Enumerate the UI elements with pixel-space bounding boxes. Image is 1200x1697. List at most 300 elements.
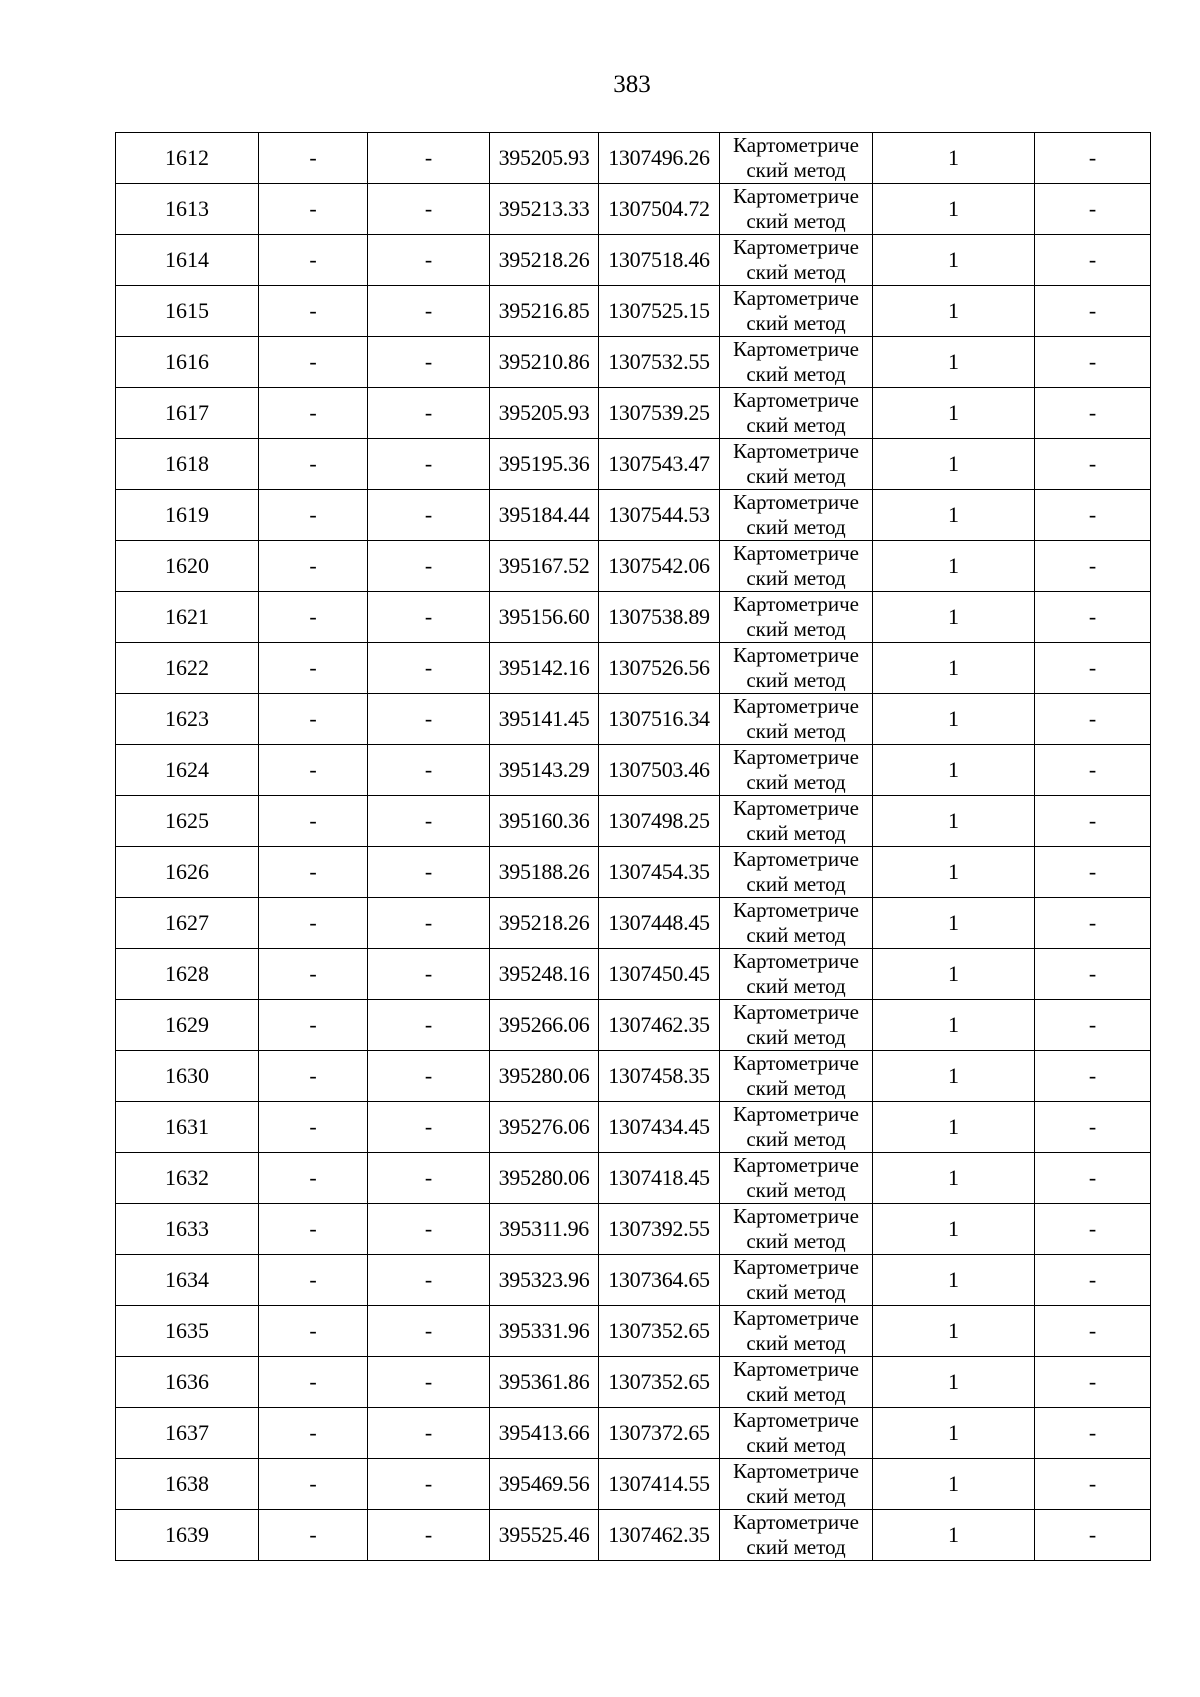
- method-cell: [720, 745, 873, 796]
- method-cell: [720, 1510, 873, 1561]
- accuracy-cell: 1: [873, 490, 1035, 541]
- table-row: [116, 1102, 1151, 1153]
- y-coordinate-cell: 1307544.53: [599, 490, 720, 541]
- point-id-cell: 1623: [116, 694, 259, 745]
- point-id-cell: 1636: [116, 1357, 259, 1408]
- dash-cell: -: [368, 1204, 490, 1255]
- accuracy-cell: 1: [873, 592, 1035, 643]
- accuracy-cell: 1: [873, 439, 1035, 490]
- accuracy-cell: 1: [873, 286, 1035, 337]
- method-line-1: Картометриче: [733, 949, 859, 973]
- dash-cell: -: [1035, 694, 1151, 745]
- dash-cell: -: [368, 847, 490, 898]
- dash-cell: -: [368, 1408, 490, 1459]
- y-coordinate-cell: 1307364.65: [599, 1255, 720, 1306]
- x-coordinate-cell: 395167.52: [490, 541, 599, 592]
- dash-cell: -: [1035, 1306, 1151, 1357]
- method-cell: [720, 592, 873, 643]
- method-cell: [720, 1459, 873, 1510]
- accuracy-cell: 1: [873, 337, 1035, 388]
- point-id-cell: 1622: [116, 643, 259, 694]
- dash-cell: -: [368, 592, 490, 643]
- y-coordinate-cell: 1307503.46: [599, 745, 720, 796]
- dash-cell: -: [1035, 1102, 1151, 1153]
- y-coordinate-cell: 1307526.56: [599, 643, 720, 694]
- x-coordinate-cell: 395143.29: [490, 745, 599, 796]
- dash-cell: -: [259, 1102, 368, 1153]
- dash-cell: -: [368, 1102, 490, 1153]
- point-id-cell: 1618: [116, 439, 259, 490]
- dash-cell: -: [259, 643, 368, 694]
- x-coordinate-cell: 395184.44: [490, 490, 599, 541]
- point-id-cell: 1612: [116, 133, 259, 184]
- dash-cell: -: [1035, 796, 1151, 847]
- point-id-cell: 1629: [116, 1000, 259, 1051]
- page-number: 383: [613, 71, 651, 98]
- method-line-2: ский метод: [746, 617, 846, 641]
- accuracy-cell: 1: [873, 1255, 1035, 1306]
- point-id-cell: 1634: [116, 1255, 259, 1306]
- method-line-1: Картометриче: [733, 439, 859, 463]
- accuracy-cell: 1: [873, 847, 1035, 898]
- method-cell: [720, 694, 873, 745]
- accuracy-cell: 1: [873, 898, 1035, 949]
- y-coordinate-cell: 1307525.15: [599, 286, 720, 337]
- dash-cell: -: [368, 133, 490, 184]
- table-row: [116, 1051, 1151, 1102]
- method-line-2: ский метод: [746, 311, 846, 335]
- y-coordinate-cell: 1307504.72: [599, 184, 720, 235]
- x-coordinate-cell: 395248.16: [490, 949, 599, 1000]
- point-id-cell: 1637: [116, 1408, 259, 1459]
- y-coordinate-cell: 1307532.55: [599, 337, 720, 388]
- point-id-cell: 1632: [116, 1153, 259, 1204]
- accuracy-cell: 1: [873, 796, 1035, 847]
- x-coordinate-cell: 395205.93: [490, 133, 599, 184]
- table-body: [116, 133, 1151, 1561]
- dash-cell: -: [1035, 1510, 1151, 1561]
- dash-cell: -: [259, 439, 368, 490]
- table-row: [116, 1255, 1151, 1306]
- method-line-1: Картометриче: [733, 184, 859, 208]
- method-cell: [720, 1153, 873, 1204]
- dash-cell: -: [368, 286, 490, 337]
- dash-cell: -: [259, 847, 368, 898]
- dash-cell: -: [1035, 1408, 1151, 1459]
- accuracy-cell: 1: [873, 1306, 1035, 1357]
- method-line-1: Картометриче: [733, 898, 859, 922]
- method-line-1: Картометриче: [733, 541, 859, 565]
- dash-cell: -: [259, 694, 368, 745]
- method-cell: [720, 235, 873, 286]
- dash-cell: -: [259, 1051, 368, 1102]
- table-row: [116, 337, 1151, 388]
- dash-cell: -: [1035, 184, 1151, 235]
- method-cell: [720, 1102, 873, 1153]
- y-coordinate-cell: 1307538.89: [599, 592, 720, 643]
- dash-cell: -: [1035, 541, 1151, 592]
- dash-cell: -: [1035, 898, 1151, 949]
- dash-cell: -: [259, 1306, 368, 1357]
- coordinates-table: [115, 132, 1151, 1561]
- x-coordinate-cell: 395218.26: [490, 898, 599, 949]
- dash-cell: -: [1035, 133, 1151, 184]
- point-id-cell: 1624: [116, 745, 259, 796]
- dash-cell: -: [368, 949, 490, 1000]
- accuracy-cell: 1: [873, 694, 1035, 745]
- accuracy-cell: 1: [873, 388, 1035, 439]
- dash-cell: -: [259, 286, 368, 337]
- x-coordinate-cell: 395266.06: [490, 1000, 599, 1051]
- dash-cell: -: [1035, 745, 1151, 796]
- method-cell: [720, 1255, 873, 1306]
- method-cell: [720, 1408, 873, 1459]
- dash-cell: -: [259, 133, 368, 184]
- y-coordinate-cell: 1307516.34: [599, 694, 720, 745]
- dash-cell: -: [1035, 949, 1151, 1000]
- method-line-2: ский метод: [746, 362, 846, 386]
- accuracy-cell: 1: [873, 184, 1035, 235]
- dash-cell: -: [368, 388, 490, 439]
- method-cell: [720, 898, 873, 949]
- dash-cell: -: [368, 898, 490, 949]
- table-row: [116, 439, 1151, 490]
- accuracy-cell: 1: [873, 949, 1035, 1000]
- method-cell: [720, 1000, 873, 1051]
- method-line-2: ский метод: [746, 1433, 846, 1457]
- dash-cell: -: [259, 337, 368, 388]
- point-id-cell: 1626: [116, 847, 259, 898]
- dash-cell: -: [368, 235, 490, 286]
- method-line-1: Картометриче: [733, 388, 859, 412]
- method-line-2: ский метод: [746, 974, 846, 998]
- dash-cell: -: [368, 337, 490, 388]
- accuracy-cell: 1: [873, 643, 1035, 694]
- table-row: [116, 796, 1151, 847]
- dash-cell: -: [259, 490, 368, 541]
- method-cell: [720, 949, 873, 1000]
- accuracy-cell: 1: [873, 1102, 1035, 1153]
- dash-cell: -: [259, 184, 368, 235]
- table-row: [116, 541, 1151, 592]
- dash-cell: -: [368, 1153, 490, 1204]
- method-cell: [720, 388, 873, 439]
- method-cell: [720, 1306, 873, 1357]
- y-coordinate-cell: 1307450.45: [599, 949, 720, 1000]
- table-row: [116, 1357, 1151, 1408]
- x-coordinate-cell: 395218.26: [490, 235, 599, 286]
- point-id-cell: 1625: [116, 796, 259, 847]
- method-line-1: Картометриче: [733, 745, 859, 769]
- method-line-1: Картометриче: [733, 337, 859, 361]
- dash-cell: -: [259, 235, 368, 286]
- dash-cell: -: [259, 1510, 368, 1561]
- point-id-cell: 1631: [116, 1102, 259, 1153]
- method-cell: [720, 541, 873, 592]
- accuracy-cell: 1: [873, 1408, 1035, 1459]
- x-coordinate-cell: 395213.33: [490, 184, 599, 235]
- method-cell: [720, 133, 873, 184]
- method-line-2: ский метод: [746, 821, 846, 845]
- y-coordinate-cell: 1307498.25: [599, 796, 720, 847]
- accuracy-cell: 1: [873, 1000, 1035, 1051]
- dash-cell: -: [1035, 439, 1151, 490]
- table-row: [116, 286, 1151, 337]
- method-cell: [720, 337, 873, 388]
- method-line-2: ский метод: [746, 1127, 846, 1151]
- x-coordinate-cell: 395525.46: [490, 1510, 599, 1561]
- table-row: [116, 133, 1151, 184]
- y-coordinate-cell: 1307352.65: [599, 1306, 720, 1357]
- method-line-2: ский метод: [746, 1178, 846, 1202]
- method-line-2: ский метод: [746, 668, 846, 692]
- y-coordinate-cell: 1307539.25: [599, 388, 720, 439]
- dash-cell: -: [259, 1408, 368, 1459]
- x-coordinate-cell: 395210.86: [490, 337, 599, 388]
- x-coordinate-cell: 395323.96: [490, 1255, 599, 1306]
- accuracy-cell: 1: [873, 541, 1035, 592]
- dash-cell: -: [1035, 847, 1151, 898]
- dash-cell: -: [1035, 235, 1151, 286]
- accuracy-cell: 1: [873, 133, 1035, 184]
- table-row: [116, 388, 1151, 439]
- dash-cell: -: [368, 694, 490, 745]
- x-coordinate-cell: 395280.06: [490, 1051, 599, 1102]
- y-coordinate-cell: 1307352.65: [599, 1357, 720, 1408]
- table-row: [116, 490, 1151, 541]
- method-cell: [720, 643, 873, 694]
- x-coordinate-cell: 395413.66: [490, 1408, 599, 1459]
- table-row: [116, 1306, 1151, 1357]
- y-coordinate-cell: 1307448.45: [599, 898, 720, 949]
- table-row: [116, 1510, 1151, 1561]
- dash-cell: -: [1035, 388, 1151, 439]
- method-line-1: Картометриче: [733, 286, 859, 310]
- dash-cell: -: [1035, 592, 1151, 643]
- method-line-2: ский метод: [746, 1229, 846, 1253]
- method-line-1: Картометриче: [733, 1255, 859, 1279]
- table-row: [116, 592, 1151, 643]
- point-id-cell: 1630: [116, 1051, 259, 1102]
- point-id-cell: 1615: [116, 286, 259, 337]
- table-row: [116, 643, 1151, 694]
- accuracy-cell: 1: [873, 1357, 1035, 1408]
- dash-cell: -: [368, 439, 490, 490]
- table-row: [116, 1153, 1151, 1204]
- point-id-cell: 1616: [116, 337, 259, 388]
- x-coordinate-cell: 395141.45: [490, 694, 599, 745]
- dash-cell: -: [1035, 490, 1151, 541]
- dash-cell: -: [259, 541, 368, 592]
- method-line-1: Картометриче: [733, 1051, 859, 1075]
- method-line-1: Картометриче: [733, 592, 859, 616]
- y-coordinate-cell: 1307518.46: [599, 235, 720, 286]
- point-id-cell: 1627: [116, 898, 259, 949]
- dash-cell: -: [368, 1459, 490, 1510]
- method-line-2: ский метод: [746, 209, 846, 233]
- dash-cell: -: [259, 1000, 368, 1051]
- method-cell: [720, 1051, 873, 1102]
- x-coordinate-cell: 395188.26: [490, 847, 599, 898]
- dash-cell: -: [259, 1204, 368, 1255]
- dash-cell: -: [259, 745, 368, 796]
- y-coordinate-cell: 1307543.47: [599, 439, 720, 490]
- dash-cell: -: [1035, 1000, 1151, 1051]
- y-coordinate-cell: 1307434.45: [599, 1102, 720, 1153]
- method-line-1: Картометриче: [733, 1306, 859, 1330]
- dash-cell: -: [259, 1255, 368, 1306]
- table-row: [116, 745, 1151, 796]
- method-line-2: ский метод: [746, 158, 846, 182]
- dash-cell: -: [1035, 1204, 1151, 1255]
- method-line-1: Картометриче: [733, 1408, 859, 1432]
- method-line-1: Картометриче: [733, 796, 859, 820]
- dash-cell: -: [368, 1000, 490, 1051]
- table-row: [116, 694, 1151, 745]
- dash-cell: -: [259, 796, 368, 847]
- x-coordinate-cell: 395195.36: [490, 439, 599, 490]
- dash-cell: -: [368, 1051, 490, 1102]
- dash-cell: -: [368, 1306, 490, 1357]
- table-row: [116, 1408, 1151, 1459]
- method-line-1: Картометриче: [733, 643, 859, 667]
- method-line-2: ский метод: [746, 719, 846, 743]
- method-line-2: ский метод: [746, 413, 846, 437]
- table-row: [116, 1459, 1151, 1510]
- method-line-2: ский метод: [746, 1382, 846, 1406]
- dash-cell: -: [259, 949, 368, 1000]
- dash-cell: -: [368, 643, 490, 694]
- point-id-cell: 1617: [116, 388, 259, 439]
- method-line-2: ский метод: [746, 464, 846, 488]
- dash-cell: -: [368, 1357, 490, 1408]
- point-id-cell: 1620: [116, 541, 259, 592]
- dash-cell: -: [368, 490, 490, 541]
- method-line-2: ский метод: [746, 566, 846, 590]
- x-coordinate-cell: 395205.93: [490, 388, 599, 439]
- y-coordinate-cell: 1307462.35: [599, 1000, 720, 1051]
- method-cell: [720, 490, 873, 541]
- method-cell: [720, 847, 873, 898]
- method-line-2: ский метод: [746, 1331, 846, 1355]
- dash-cell: -: [1035, 337, 1151, 388]
- method-cell: [720, 439, 873, 490]
- dash-cell: -: [259, 388, 368, 439]
- point-id-cell: 1635: [116, 1306, 259, 1357]
- method-line-2: ский метод: [746, 515, 846, 539]
- dash-cell: -: [368, 1255, 490, 1306]
- table-row: [116, 949, 1151, 1000]
- method-line-1: Картометриче: [733, 1357, 859, 1381]
- dash-cell: -: [1035, 286, 1151, 337]
- method-line-2: ский метод: [746, 1535, 846, 1559]
- table-row: [116, 184, 1151, 235]
- method-line-1: Картометриче: [733, 694, 859, 718]
- y-coordinate-cell: 1307496.26: [599, 133, 720, 184]
- table-row: [116, 1000, 1151, 1051]
- dash-cell: -: [259, 1459, 368, 1510]
- x-coordinate-cell: 395280.06: [490, 1153, 599, 1204]
- y-coordinate-cell: 1307372.65: [599, 1408, 720, 1459]
- dash-cell: -: [1035, 1153, 1151, 1204]
- method-line-1: Картометриче: [733, 490, 859, 514]
- dash-cell: -: [259, 1153, 368, 1204]
- dash-cell: -: [1035, 643, 1151, 694]
- x-coordinate-cell: 395160.36: [490, 796, 599, 847]
- x-coordinate-cell: 395142.16: [490, 643, 599, 694]
- accuracy-cell: 1: [873, 745, 1035, 796]
- method-line-2: ский метод: [746, 923, 846, 947]
- method-line-1: Картометриче: [733, 1102, 859, 1126]
- accuracy-cell: 1: [873, 1051, 1035, 1102]
- method-line-1: Картометриче: [733, 1510, 859, 1534]
- method-line-2: ский метод: [746, 260, 846, 284]
- method-line-1: Картометриче: [733, 1000, 859, 1024]
- y-coordinate-cell: 1307462.35: [599, 1510, 720, 1561]
- y-coordinate-cell: 1307542.06: [599, 541, 720, 592]
- method-line-2: ский метод: [746, 1025, 846, 1049]
- method-line-1: Картометриче: [733, 1459, 859, 1483]
- method-cell: [720, 184, 873, 235]
- x-coordinate-cell: 395469.56: [490, 1459, 599, 1510]
- x-coordinate-cell: 395311.96: [490, 1204, 599, 1255]
- method-line-1: Картометриче: [733, 1204, 859, 1228]
- dash-cell: -: [259, 1357, 368, 1408]
- dash-cell: -: [1035, 1357, 1151, 1408]
- x-coordinate-cell: 395361.86: [490, 1357, 599, 1408]
- dash-cell: -: [368, 184, 490, 235]
- accuracy-cell: 1: [873, 235, 1035, 286]
- method-cell: [720, 796, 873, 847]
- dash-cell: -: [368, 745, 490, 796]
- accuracy-cell: 1: [873, 1510, 1035, 1561]
- table-row: [116, 1204, 1151, 1255]
- dash-cell: -: [368, 796, 490, 847]
- point-id-cell: 1619: [116, 490, 259, 541]
- point-id-cell: 1628: [116, 949, 259, 1000]
- method-cell: [720, 1204, 873, 1255]
- point-id-cell: 1613: [116, 184, 259, 235]
- dash-cell: -: [1035, 1459, 1151, 1510]
- table-row: [116, 898, 1151, 949]
- method-cell: [720, 1357, 873, 1408]
- point-id-cell: 1638: [116, 1459, 259, 1510]
- accuracy-cell: 1: [873, 1204, 1035, 1255]
- point-id-cell: 1633: [116, 1204, 259, 1255]
- dash-cell: -: [1035, 1255, 1151, 1306]
- table-row: [116, 847, 1151, 898]
- accuracy-cell: 1: [873, 1153, 1035, 1204]
- table-row: [116, 235, 1151, 286]
- dash-cell: -: [259, 898, 368, 949]
- y-coordinate-cell: 1307418.45: [599, 1153, 720, 1204]
- accuracy-cell: 1: [873, 1459, 1035, 1510]
- y-coordinate-cell: 1307454.35: [599, 847, 720, 898]
- method-line-2: ский метод: [746, 1484, 846, 1508]
- method-cell: [720, 286, 873, 337]
- dash-cell: -: [259, 592, 368, 643]
- method-line-2: ский метод: [746, 872, 846, 896]
- point-id-cell: 1621: [116, 592, 259, 643]
- dash-cell: -: [368, 1510, 490, 1561]
- method-line-1: Картометриче: [733, 847, 859, 871]
- x-coordinate-cell: 395331.96: [490, 1306, 599, 1357]
- y-coordinate-cell: 1307458.35: [599, 1051, 720, 1102]
- method-line-2: ский метод: [746, 1076, 846, 1100]
- method-line-1: Картометриче: [733, 235, 859, 259]
- x-coordinate-cell: 395216.85: [490, 286, 599, 337]
- method-line-2: ский метод: [746, 1280, 846, 1304]
